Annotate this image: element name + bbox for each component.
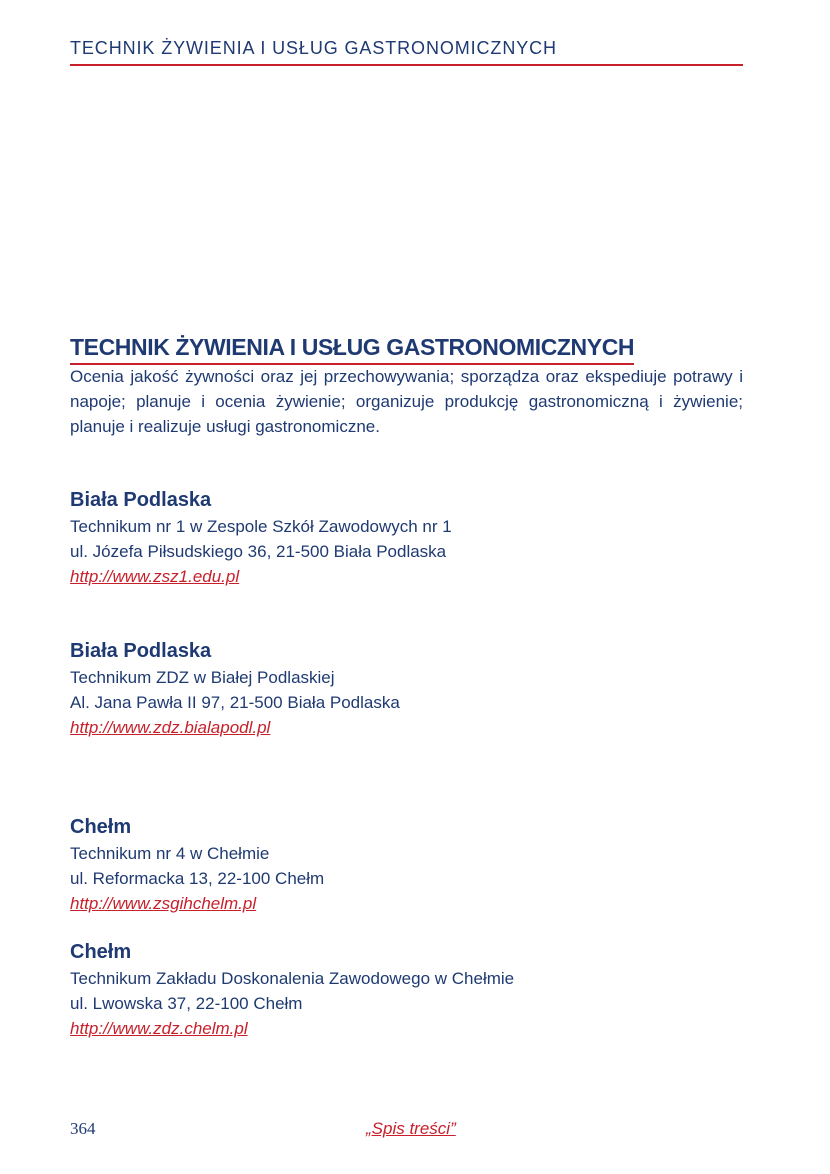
section-title: TECHNIK ŻYWIENIA I USŁUG GASTRONOMICZNYCH [70,332,634,365]
school-name: Technikum nr 4 w Chełmie [70,844,270,863]
school-name: Technikum Zakładu Doskonalenia Zawodowego w Chełmie [70,969,515,988]
school-website-link[interactable]: http://www.zdz.bialapodl.pl [70,718,271,737]
school-entry [70,814,743,916]
running-header: TECHNIK ŻYWIENIA I USŁUG GASTRONOMICZNYCH [70,38,557,58]
school-address: ul. Reformacka 13, 22-100 Chełm [70,869,325,888]
school-address: ul. Józefa Piłsudskiego 36, 21-500 Biała Podlaska [70,542,447,561]
school-city: Chełm [70,816,132,838]
school-city: Chełm [70,941,132,963]
school-address: ul. Lwowska 37, 22-100 Chełm [70,994,303,1013]
school-city: Biała Podlaska [70,489,212,511]
school-entry [70,487,743,589]
school-address: Al. Jana Pawła II 97, 21-500 Biała Podlaska [70,693,400,712]
school-name: Technikum nr 1 w Zespole Szkół Zawodowych nr 1 [70,517,452,536]
school-website-link[interactable]: http://www.zsz1.edu.pl [70,567,240,586]
page-number: 364 [70,1119,96,1138]
school-name: Technikum ZDZ w Białej Podlaskiej [70,668,335,687]
school-city: Biała Podlaska [70,640,212,662]
school-website-link[interactable]: http://www.zsgihchelm.pl [70,894,257,913]
table-of-contents-link[interactable]: „Spis treści” [366,1119,456,1138]
header-divider [70,64,743,66]
school-website-link[interactable]: http://www.zdz.chelm.pl [70,1019,248,1038]
school-entry [70,939,743,1041]
section-description: Ocenia jakość żywności oraz jej przechowywania; sporządza oraz ekspediuje potrawy i napoje; planuje i ocenia żywienie; organizuje produkcję gastronomiczną i żywienie; planuje i realizuje usługi gastronomiczne. [70,367,743,436]
school-entry [70,638,743,740]
